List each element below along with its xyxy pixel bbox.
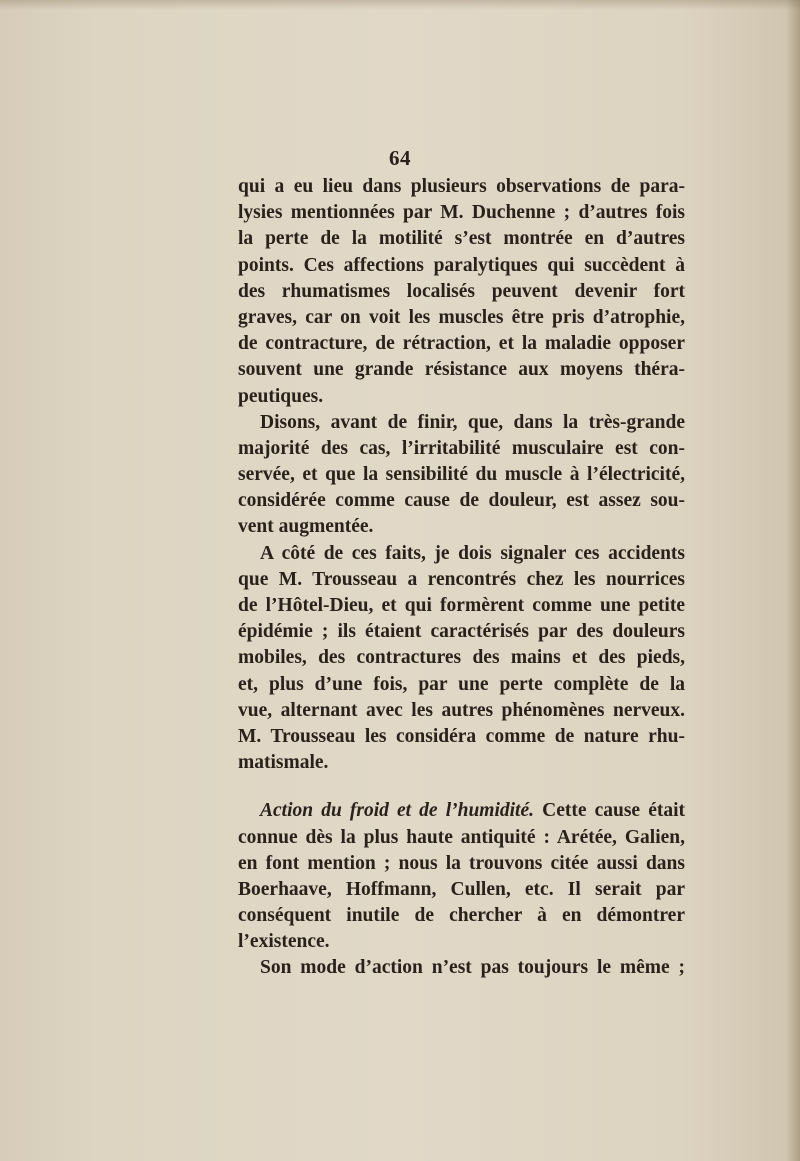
section-heading: Action du froid et de l’humidité. [260,800,534,822]
section-heading-line [238,798,685,824]
text-line: conséquent inutile de chercher à en démontrer [238,905,685,927]
text-line: souvent une grande résistance aux moyens théra- [238,359,685,381]
text-line: graves, car on voit les muscles être pris d’atrophie, [238,306,685,328]
text-line: peutiques. [238,385,324,407]
page-number: 64 [389,146,411,170]
text-line: Son mode d’action n’est pas toujours le même ; [260,957,685,979]
text-line: de l’Hôtel-Dieu, et qui formèrent comme une petite [238,595,685,616]
text-line: M. Trousseau les considéra comme de nature rhu- [238,725,685,747]
text-line: connue dès la plus haute antiquité : Arétée, Galien, [238,826,685,848]
text-line: considérée comme cause de douleur, est assez sou- [238,490,685,512]
section-spacer [238,776,685,798]
text-line: vent augmentée. [238,516,374,538]
page-right-edge-shadow [786,0,800,1161]
text-line: A côté de ces faits, je dois signaler ces accidents [260,542,685,564]
text-line: majorité des cas, l’irritabilité musculaire est con- [238,437,685,459]
text-line: Boerhaave, Hoffmann, Cullen, etc. Il serait par [238,878,685,900]
text-line: que M. Trousseau a rencontrés chez les nourrices [238,568,685,590]
text-line: en font mention ; nous la trouvons citée aussi dans [238,852,685,874]
text-line: de contracture, de rétraction, et la maladie opposer [238,333,685,355]
text-line: des rhumatismes localisés peuvent devenir fort [238,280,685,302]
text-line: qui a eu lieu dans plusieurs observations de para- [238,176,685,197]
text-line: Disons, avant de finir, que, dans la très-grande [260,411,685,433]
text-line: mobiles, des contractures des mains et des pieds, [238,647,685,669]
text-line: épidémie ; ils étaient caractérisés par des douleurs [238,621,685,643]
body-text [238,174,685,982]
text-line: vue, alternant avec les autres phénomènes nerveux. [238,699,685,721]
text-line: matismale. [238,752,329,774]
text-line: et, plus d’une fois, par une perte complète de la [238,673,685,695]
text-line: servée, et que la sensibilité du muscle à l’électricité, [238,464,685,486]
page-top-shadow [0,0,800,10]
text-line: la perte de la motilité s’est montrée en d’autres [238,228,685,250]
section-heading-continuation: Cette cause était [534,800,685,822]
text-line: points. Ces affections paralytiques qui succèdent à [238,254,685,276]
text-line: l’existence. [238,931,330,953]
text-line: lysies mentionnées par M. Duchenne ; d’autres fois [238,202,685,224]
